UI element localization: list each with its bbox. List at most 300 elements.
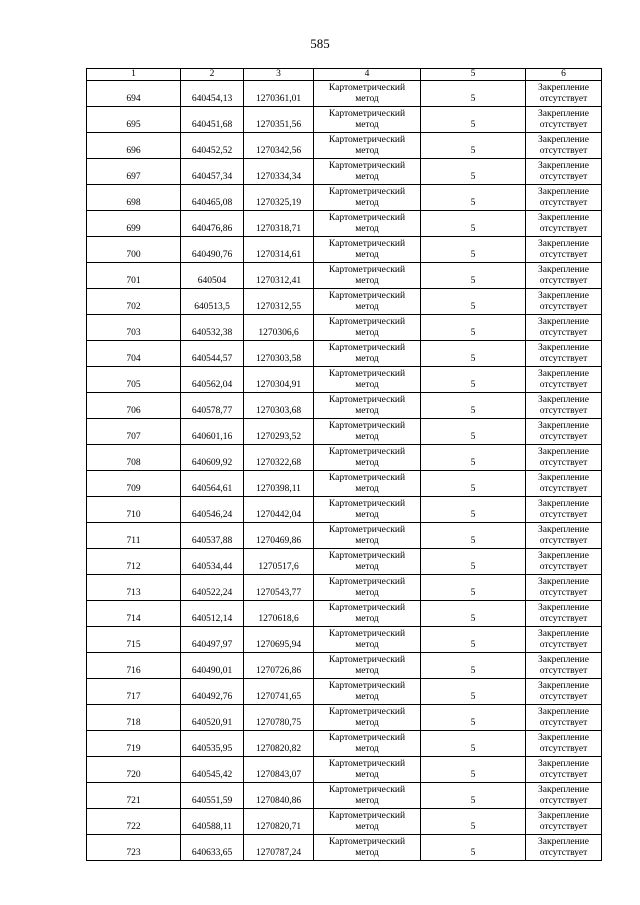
y-coordinate-cell: 1270517,6 <box>244 549 314 575</box>
y-coordinate-cell: 1270726,86 <box>244 653 314 679</box>
accuracy-cell: 5 <box>421 835 526 861</box>
accuracy-cell: 5 <box>421 809 526 835</box>
fixation-cell-line-1: Закрепление <box>538 342 589 353</box>
accuracy-cell: 5 <box>421 679 526 705</box>
accuracy-cell: 5 <box>421 315 526 341</box>
accuracy-cell: 5 <box>421 523 526 549</box>
accuracy-cell: 5 <box>421 627 526 653</box>
method-cell-line-2: метод <box>355 639 379 650</box>
fixation-cell-line-2: отсутствует <box>539 769 588 780</box>
table-row <box>87 653 602 679</box>
y-coordinate-cell: 1270398,11 <box>244 471 314 497</box>
accuracy-cell: 5 <box>421 705 526 731</box>
point-number-cell: 715 <box>87 627 181 653</box>
method-cell-line-2: метод <box>355 171 379 182</box>
fixation-cell-line-1: Закрепление <box>538 264 589 275</box>
fixation-cell-line-2: отсутствует <box>539 613 588 624</box>
accuracy-cell: 5 <box>421 263 526 289</box>
x-coordinate-cell: 640451,68 <box>181 107 244 133</box>
method-cell-line-1: Картометрический <box>328 212 406 223</box>
method-cell-line-1: Картометрический <box>328 472 406 483</box>
method-cell <box>314 263 421 289</box>
y-coordinate-cell: 1270820,71 <box>244 809 314 835</box>
table-row <box>87 159 602 185</box>
fixation-cell <box>526 575 602 601</box>
method-cell <box>314 757 421 783</box>
fixation-cell <box>526 185 602 211</box>
table-row <box>87 705 602 731</box>
accuracy-cell: 5 <box>421 653 526 679</box>
fixation-cell-line-2: отсутствует <box>539 301 588 312</box>
fixation-cell <box>526 705 602 731</box>
point-number-cell: 699 <box>87 211 181 237</box>
fixation-cell-line-2: отсутствует <box>539 847 588 858</box>
page-number: 585 <box>310 36 330 51</box>
fixation-cell <box>526 445 602 471</box>
method-cell-line-2: метод <box>355 691 379 702</box>
table-row <box>87 81 602 107</box>
accuracy-cell: 5 <box>421 471 526 497</box>
method-cell-line-1: Картометрический <box>328 264 406 275</box>
x-coordinate-cell: 640504 <box>181 263 244 289</box>
header-col-5: 5 <box>421 69 526 81</box>
fixation-cell-line-2: отсутствует <box>539 171 588 182</box>
fixation-cell-line-1: Закрепление <box>538 290 589 301</box>
table-row <box>87 601 602 627</box>
fixation-cell-line-1: Закрепление <box>538 394 589 405</box>
fixation-cell-line-2: отсутствует <box>539 93 588 104</box>
fixation-cell-line-2: отсутствует <box>539 717 588 728</box>
x-coordinate-cell: 640513,5 <box>181 289 244 315</box>
fixation-cell <box>526 549 602 575</box>
table-row <box>87 627 602 653</box>
method-cell-line-1: Картометрический <box>328 342 406 353</box>
point-number-cell: 719 <box>87 731 181 757</box>
table-row <box>87 185 602 211</box>
table-row <box>87 419 602 445</box>
table-row <box>87 341 602 367</box>
point-number-cell: 698 <box>87 185 181 211</box>
fixation-cell-line-1: Закрепление <box>538 498 589 509</box>
table-row <box>87 575 602 601</box>
fixation-cell <box>526 341 602 367</box>
y-coordinate-cell: 1270322,68 <box>244 445 314 471</box>
y-coordinate-cell: 1270361,01 <box>244 81 314 107</box>
fixation-cell-line-2: отсутствует <box>539 145 588 156</box>
method-cell <box>314 809 421 835</box>
method-cell <box>314 81 421 107</box>
y-coordinate-cell: 1270334,34 <box>244 159 314 185</box>
method-cell-line-2: метод <box>355 197 379 208</box>
method-cell-line-2: метод <box>355 431 379 442</box>
method-cell-line-1: Картометрический <box>328 836 406 847</box>
fixation-cell-line-2: отсутствует <box>539 457 588 468</box>
fixation-cell-line-1: Закрепление <box>538 810 589 821</box>
point-number-cell: 716 <box>87 653 181 679</box>
x-coordinate-cell: 640457,34 <box>181 159 244 185</box>
coordinates-table <box>86 68 602 861</box>
table-row <box>87 679 602 705</box>
fixation-cell <box>526 419 602 445</box>
accuracy-cell: 5 <box>421 81 526 107</box>
method-cell <box>314 575 421 601</box>
header-col-1: 1 <box>87 69 181 81</box>
fixation-cell <box>526 159 602 185</box>
fixation-cell <box>526 263 602 289</box>
point-number-cell: 702 <box>87 289 181 315</box>
fixation-cell-line-2: отсутствует <box>539 119 588 130</box>
method-cell-line-2: метод <box>355 483 379 494</box>
method-cell-line-1: Картометрический <box>328 316 406 327</box>
method-cell <box>314 497 421 523</box>
x-coordinate-cell: 640564,61 <box>181 471 244 497</box>
y-coordinate-cell: 1270442,04 <box>244 497 314 523</box>
x-coordinate-cell: 640490,01 <box>181 653 244 679</box>
table-row <box>87 107 602 133</box>
table-row <box>87 367 602 393</box>
method-cell-line-1: Картометрический <box>328 290 406 301</box>
header-col-2: 2 <box>181 69 244 81</box>
fixation-cell-line-1: Закрепление <box>538 368 589 379</box>
fixation-cell-line-2: отсутствует <box>539 483 588 494</box>
fixation-cell-line-1: Закрепление <box>538 82 589 93</box>
method-cell <box>314 133 421 159</box>
y-coordinate-cell: 1270342,56 <box>244 133 314 159</box>
accuracy-cell: 5 <box>421 419 526 445</box>
table-row <box>87 783 602 809</box>
point-number-cell: 720 <box>87 757 181 783</box>
fixation-cell-line-2: отсутствует <box>539 509 588 520</box>
method-cell-line-1: Картометрический <box>328 186 406 197</box>
method-cell-line-2: метод <box>355 405 379 416</box>
accuracy-cell: 5 <box>421 289 526 315</box>
fixation-cell-line-2: отсутствует <box>539 249 588 260</box>
method-cell <box>314 393 421 419</box>
table-row <box>87 315 602 341</box>
fixation-cell-line-1: Закрепление <box>538 316 589 327</box>
fixation-cell <box>526 523 602 549</box>
point-number-cell: 717 <box>87 679 181 705</box>
method-cell <box>314 289 421 315</box>
table-row <box>87 237 602 263</box>
fixation-cell-line-1: Закрепление <box>538 524 589 535</box>
accuracy-cell: 5 <box>421 133 526 159</box>
x-coordinate-cell: 640522,24 <box>181 575 244 601</box>
point-number-cell: 712 <box>87 549 181 575</box>
fixation-cell-line-2: отсутствует <box>539 405 588 416</box>
point-number-cell: 721 <box>87 783 181 809</box>
fixation-cell-line-1: Закрепление <box>538 654 589 665</box>
fixation-cell-line-1: Закрепление <box>538 836 589 847</box>
table-row <box>87 549 602 575</box>
fixation-cell-line-2: отсутствует <box>539 743 588 754</box>
method-cell-line-2: метод <box>355 379 379 390</box>
method-cell <box>314 731 421 757</box>
method-cell-line-2: метод <box>355 613 379 624</box>
method-cell <box>314 783 421 809</box>
point-number-cell: 718 <box>87 705 181 731</box>
x-coordinate-cell: 640545,42 <box>181 757 244 783</box>
method-cell-line-2: метод <box>355 509 379 520</box>
fixation-cell-line-2: отсутствует <box>539 535 588 546</box>
x-coordinate-cell: 640633,65 <box>181 835 244 861</box>
table-row <box>87 445 602 471</box>
accuracy-cell: 5 <box>421 185 526 211</box>
accuracy-cell: 5 <box>421 757 526 783</box>
fixation-cell <box>526 835 602 861</box>
fixation-cell-line-1: Закрепление <box>538 550 589 561</box>
fixation-cell-line-2: отсутствует <box>539 223 588 234</box>
method-cell-line-1: Картометрический <box>328 108 406 119</box>
point-number-cell: 707 <box>87 419 181 445</box>
method-cell-line-1: Картометрический <box>328 394 406 405</box>
y-coordinate-cell: 1270787,24 <box>244 835 314 861</box>
accuracy-cell: 5 <box>421 575 526 601</box>
x-coordinate-cell: 640492,76 <box>181 679 244 705</box>
point-number-cell: 696 <box>87 133 181 159</box>
header-row <box>87 69 602 81</box>
y-coordinate-cell: 1270306,6 <box>244 315 314 341</box>
y-coordinate-cell: 1270820,82 <box>244 731 314 757</box>
x-coordinate-cell: 640546,24 <box>181 497 244 523</box>
method-cell-line-2: метод <box>355 145 379 156</box>
method-cell <box>314 315 421 341</box>
x-coordinate-cell: 640490,76 <box>181 237 244 263</box>
point-number-cell: 694 <box>87 81 181 107</box>
fixation-cell <box>526 601 602 627</box>
fixation-cell-line-1: Закрепление <box>538 784 589 795</box>
y-coordinate-cell: 1270318,71 <box>244 211 314 237</box>
method-cell <box>314 237 421 263</box>
method-cell <box>314 705 421 731</box>
x-coordinate-cell: 640465,08 <box>181 185 244 211</box>
method-cell-line-1: Картометрический <box>328 238 406 249</box>
accuracy-cell: 5 <box>421 731 526 757</box>
accuracy-cell: 5 <box>421 159 526 185</box>
x-coordinate-cell: 640452,52 <box>181 133 244 159</box>
table-row <box>87 289 602 315</box>
method-cell-line-1: Картометрический <box>328 420 406 431</box>
method-cell <box>314 419 421 445</box>
fixation-cell-line-2: отсутствует <box>539 665 588 676</box>
fixation-cell-line-1: Закрепление <box>538 628 589 639</box>
method-cell-line-1: Картометрический <box>328 602 406 613</box>
method-cell-line-1: Картометрический <box>328 446 406 457</box>
fixation-cell-line-1: Закрепление <box>538 186 589 197</box>
y-coordinate-cell: 1270312,41 <box>244 263 314 289</box>
fixation-cell-line-2: отсутствует <box>539 327 588 338</box>
method-cell-line-2: метод <box>355 847 379 858</box>
accuracy-cell: 5 <box>421 393 526 419</box>
fixation-cell-line-2: отсутствует <box>539 795 588 806</box>
method-cell <box>314 471 421 497</box>
method-cell-line-2: метод <box>355 301 379 312</box>
point-number-cell: 723 <box>87 835 181 861</box>
fixation-cell-line-1: Закрепление <box>538 706 589 717</box>
method-cell <box>314 185 421 211</box>
y-coordinate-cell: 1270741,65 <box>244 679 314 705</box>
fixation-cell-line-2: отсутствует <box>539 275 588 286</box>
y-coordinate-cell: 1270695,94 <box>244 627 314 653</box>
method-cell <box>314 341 421 367</box>
method-cell-line-2: метод <box>355 249 379 260</box>
y-coordinate-cell: 1270303,68 <box>244 393 314 419</box>
accuracy-cell: 5 <box>421 211 526 237</box>
method-cell <box>314 549 421 575</box>
fixation-cell-line-1: Закрепление <box>538 602 589 613</box>
fixation-cell <box>526 393 602 419</box>
y-coordinate-cell: 1270293,52 <box>244 419 314 445</box>
y-coordinate-cell: 1270304,91 <box>244 367 314 393</box>
fixation-cell <box>526 367 602 393</box>
fixation-cell-line-1: Закрепление <box>538 134 589 145</box>
method-cell <box>314 159 421 185</box>
fixation-cell-line-2: отсутствует <box>539 353 588 364</box>
table-row <box>87 809 602 835</box>
table-row <box>87 497 602 523</box>
y-coordinate-cell: 1270325,19 <box>244 185 314 211</box>
fixation-cell <box>526 653 602 679</box>
point-number-cell: 709 <box>87 471 181 497</box>
point-number-cell: 705 <box>87 367 181 393</box>
method-cell <box>314 653 421 679</box>
x-coordinate-cell: 640588,11 <box>181 809 244 835</box>
x-coordinate-cell: 640578,77 <box>181 393 244 419</box>
method-cell-line-1: Картометрический <box>328 498 406 509</box>
method-cell-line-2: метод <box>355 353 379 364</box>
y-coordinate-cell: 1270303,58 <box>244 341 314 367</box>
fixation-cell-line-1: Закрепление <box>538 680 589 691</box>
header-col-3: 3 <box>244 69 314 81</box>
point-number-cell: 703 <box>87 315 181 341</box>
x-coordinate-cell: 640532,38 <box>181 315 244 341</box>
fixation-cell <box>526 133 602 159</box>
fixation-cell-line-1: Закрепление <box>538 108 589 119</box>
fixation-cell <box>526 289 602 315</box>
fixation-cell <box>526 497 602 523</box>
y-coordinate-cell: 1270618,6 <box>244 601 314 627</box>
method-cell-line-1: Картометрический <box>328 524 406 535</box>
method-cell <box>314 679 421 705</box>
fixation-cell-line-1: Закрепление <box>538 732 589 743</box>
method-cell-line-2: метод <box>355 821 379 832</box>
fixation-cell-line-2: отсутствует <box>539 691 588 702</box>
fixation-cell <box>526 211 602 237</box>
table-row <box>87 133 602 159</box>
method-cell-line-1: Картометрический <box>328 160 406 171</box>
x-coordinate-cell: 640454,13 <box>181 81 244 107</box>
method-cell-line-1: Картометрический <box>328 82 406 93</box>
fixation-cell-line-2: отсутствует <box>539 379 588 390</box>
fixation-cell <box>526 731 602 757</box>
point-number-cell: 722 <box>87 809 181 835</box>
fixation-cell-line-1: Закрепление <box>538 238 589 249</box>
method-cell-line-2: метод <box>355 457 379 468</box>
method-cell-line-2: метод <box>355 119 379 130</box>
y-coordinate-cell: 1270469,86 <box>244 523 314 549</box>
y-coordinate-cell: 1270840,86 <box>244 783 314 809</box>
accuracy-cell: 5 <box>421 601 526 627</box>
x-coordinate-cell: 640476,86 <box>181 211 244 237</box>
x-coordinate-cell: 640562,04 <box>181 367 244 393</box>
method-cell-line-2: метод <box>355 223 379 234</box>
method-cell-line-2: метод <box>355 743 379 754</box>
fixation-cell-line-2: отсутствует <box>539 821 588 832</box>
table-row <box>87 393 602 419</box>
x-coordinate-cell: 640512,14 <box>181 601 244 627</box>
point-number-cell: 714 <box>87 601 181 627</box>
y-coordinate-cell: 1270543,77 <box>244 575 314 601</box>
x-coordinate-cell: 640544,57 <box>181 341 244 367</box>
point-number-cell: 695 <box>87 107 181 133</box>
method-cell-line-1: Картометрический <box>328 550 406 561</box>
method-cell <box>314 523 421 549</box>
accuracy-cell: 5 <box>421 237 526 263</box>
header-col-4: 4 <box>314 69 421 81</box>
method-cell-line-2: метод <box>355 93 379 104</box>
method-cell <box>314 367 421 393</box>
fixation-cell <box>526 237 602 263</box>
method-cell-line-2: метод <box>355 769 379 780</box>
fixation-cell-line-1: Закрепление <box>538 472 589 483</box>
table-row <box>87 523 602 549</box>
method-cell <box>314 211 421 237</box>
method-cell-line-1: Картометрический <box>328 368 406 379</box>
fixation-cell <box>526 315 602 341</box>
y-coordinate-cell: 1270314,61 <box>244 237 314 263</box>
x-coordinate-cell: 640609,92 <box>181 445 244 471</box>
method-cell-line-1: Картометрический <box>328 654 406 665</box>
method-cell-line-1: Картометрический <box>328 576 406 587</box>
fixation-cell <box>526 471 602 497</box>
table-row <box>87 757 602 783</box>
point-number-cell: 710 <box>87 497 181 523</box>
method-cell <box>314 445 421 471</box>
method-cell-line-2: метод <box>355 275 379 286</box>
fixation-cell <box>526 679 602 705</box>
table-row <box>87 731 602 757</box>
method-cell-line-1: Картометрический <box>328 810 406 821</box>
fixation-cell <box>526 757 602 783</box>
accuracy-cell: 5 <box>421 549 526 575</box>
method-cell <box>314 835 421 861</box>
fixation-cell-line-2: отсутствует <box>539 561 588 572</box>
x-coordinate-cell: 640601,16 <box>181 419 244 445</box>
x-coordinate-cell: 640551,59 <box>181 783 244 809</box>
x-coordinate-cell: 640534,44 <box>181 549 244 575</box>
method-cell-line-2: метод <box>355 665 379 676</box>
accuracy-cell: 5 <box>421 107 526 133</box>
method-cell-line-1: Картометрический <box>328 134 406 145</box>
accuracy-cell: 5 <box>421 783 526 809</box>
method-cell-line-2: метод <box>355 587 379 598</box>
fixation-cell-line-2: отсутствует <box>539 431 588 442</box>
method-cell-line-1: Картометрический <box>328 732 406 743</box>
y-coordinate-cell: 1270351,56 <box>244 107 314 133</box>
fixation-cell-line-1: Закрепление <box>538 446 589 457</box>
method-cell <box>314 627 421 653</box>
point-number-cell: 697 <box>87 159 181 185</box>
point-number-cell: 701 <box>87 263 181 289</box>
fixation-cell <box>526 783 602 809</box>
method-cell-line-1: Картометрический <box>328 758 406 769</box>
table-row <box>87 263 602 289</box>
fixation-cell <box>526 81 602 107</box>
accuracy-cell: 5 <box>421 497 526 523</box>
x-coordinate-cell: 640535,95 <box>181 731 244 757</box>
method-cell-line-2: метод <box>355 717 379 728</box>
y-coordinate-cell: 1270312,55 <box>244 289 314 315</box>
